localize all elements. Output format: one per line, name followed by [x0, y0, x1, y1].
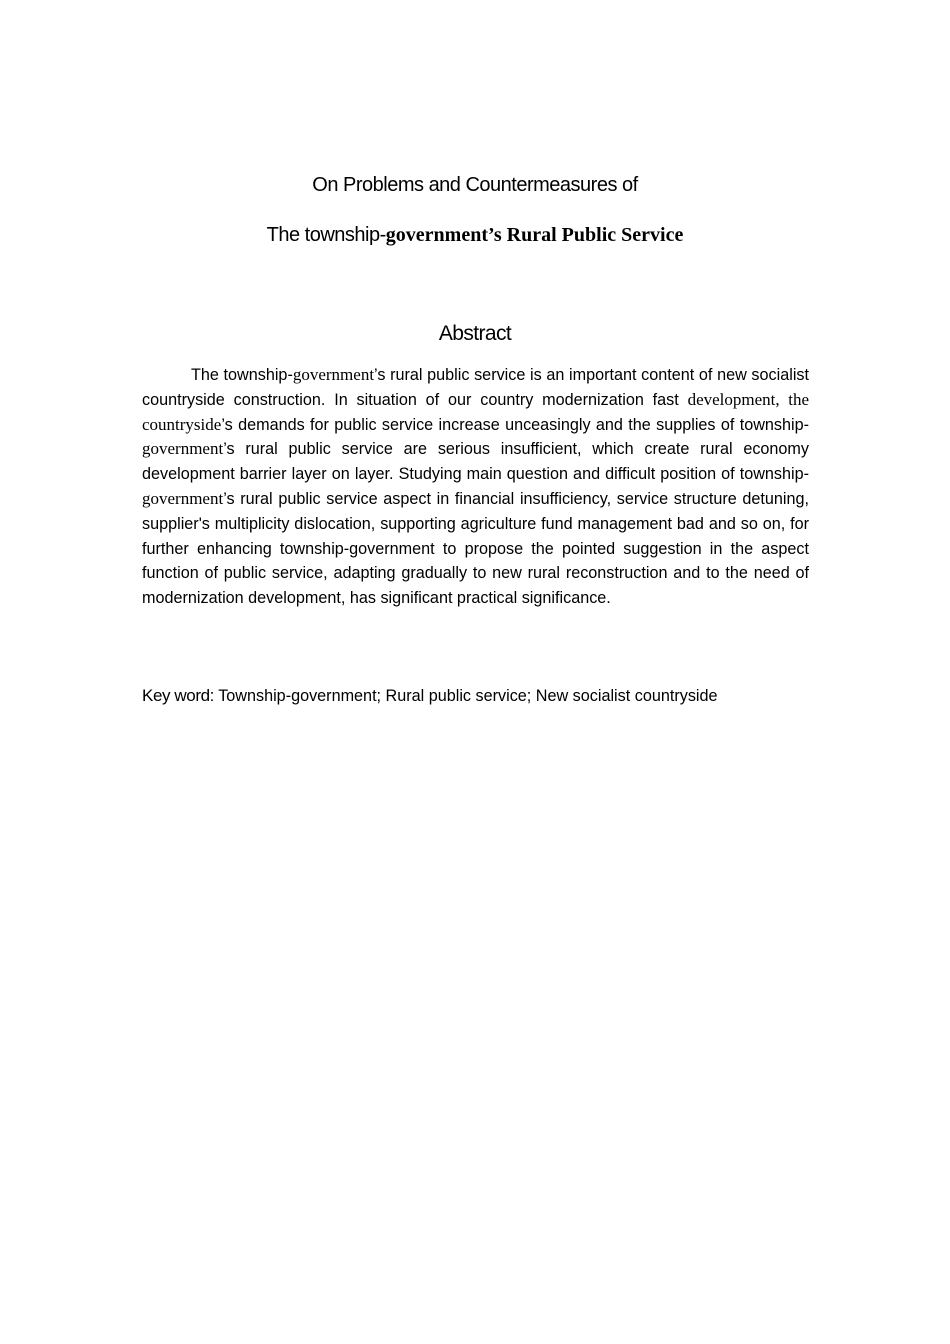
abstract-text-segment: government	[142, 488, 224, 508]
abstract-heading: Abstract	[438, 322, 512, 345]
paper-title-line-2	[0, 224, 950, 247]
abstract-text-segment: The township-	[191, 366, 293, 384]
abstract-text-segment: ’s rural public service is an important content of new socialist countryside construction. In situation of our country modernization fast	[142, 366, 810, 409]
abstract-text-segment: government	[292, 365, 375, 384]
keywords-line	[142, 684, 842, 708]
keywords-text: Township-government; Rural public service; New socialist countryside	[214, 687, 718, 705]
abstract-text-segment: government	[142, 439, 224, 459]
keywords-label: Key word:	[142, 686, 214, 705]
title-line-2-part-2: government’s Rural Public Service	[385, 224, 684, 246]
title-line-2-part-1: The township-	[266, 224, 386, 246]
paper-title-line-1: On Problems and Countermeasures of	[312, 174, 638, 196]
abstract-text-segment: ’s rural public service are serious insufficient, which create rural economy development barrier layer on layer. Studying main question and difficult position of township-	[142, 440, 809, 484]
abstract-text-segment: ’s demands for public service increase unceasingly and the supplies of township-	[221, 415, 809, 434]
abstract-text-segment: ’s rural public service aspect in financial insufficiency, service structure detuning, supplier's multiplicity dislocation, supporting agriculture fund management bad and so on, for further enhancing township-government to propose the pointed suggestion in the aspect function of public service, adapting gradually to new rural reconstruction and to the need of modernization development, has significant practical significance.	[142, 489, 809, 608]
abstract-text-segment: development, the countryside	[142, 389, 810, 434]
abstract-paragraph	[142, 363, 809, 611]
